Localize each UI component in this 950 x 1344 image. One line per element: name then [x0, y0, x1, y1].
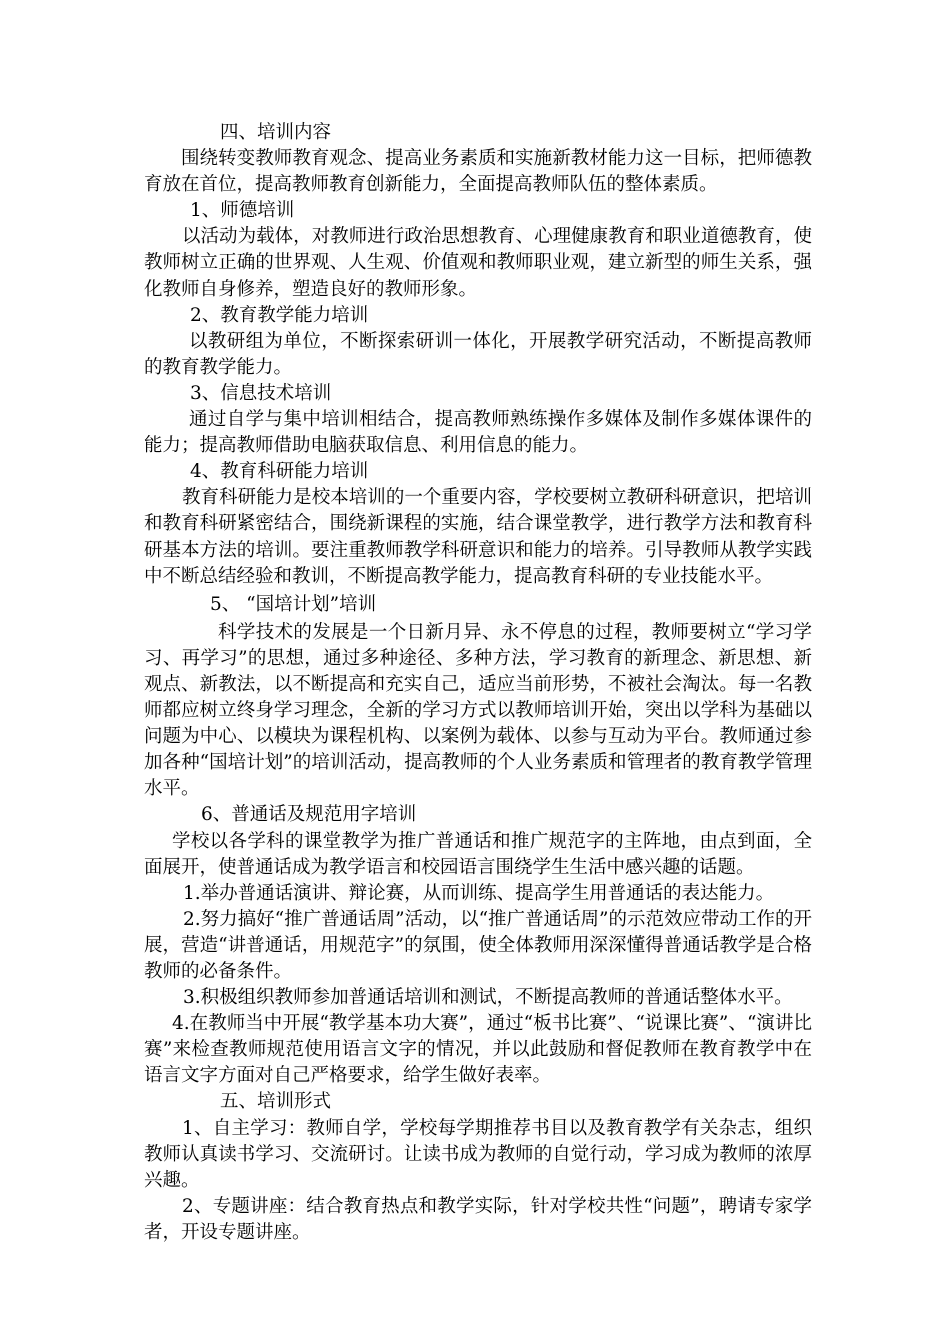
- subheading-it-training: 3、信息技术培训: [190, 382, 332, 404]
- paragraph-it-training: 通过自学与集中培训相结合，提高教师熟练操作多媒体及制作多媒体课件的能力；提高教师借助电脑获取信息、利用信息的能力。: [144, 409, 812, 457]
- paragraph-ethics-training: 以活动为载体，对教师进行政治思想教育、心理健康教育和职业道德教育，使教师树立正确的世界观、人生观、价值观和教师职业观，建立新型的师生关系，强化教师自身修养，塑造良好的教师形象。: [144, 226, 812, 300]
- list-item-mandarin-3: 3.积极组织教师参加普通话培训和测试，不断提高教师的普通话整体水平。: [183, 987, 793, 1009]
- paragraph-teaching-ability-training: 以教研组为单位，不断探索研训一体化，开展教学研究活动，不断提高教师的教育教学能力。: [144, 330, 812, 378]
- subheading-teaching-ability-training: 2、教育教学能力培训: [190, 304, 369, 326]
- section-heading-training-content: 四、培训内容: [220, 122, 332, 143]
- subheading-research-training: 4、教育科研能力培训: [190, 461, 369, 483]
- section-heading-training-forms: 五、培训形式: [220, 1091, 332, 1113]
- subheading-national-training-plan: 5、 “国培计划”培训: [210, 593, 377, 615]
- paragraph-national-training-plan: 科学技术的发展是一个日新月异、永不停息的过程，教师要树立“学习学习、再学习”的思想，通过多种途径、多种方法，学习教育的新理念、新思想、新观点、新教法，以不断提高和充实自己，适应当前形势，不被社会淘汰。每一名教师都应树立终身学习理念，全新的学习方式以教师培训开始，突出以学科为基础以问题为中心、以模块为课程机构、以案例为载体、以参与互动为平台。教师通过参加各种“国培计划”的培训活动，提高教师的个人业务素质和管理者的教育教学管理水平。: [144, 621, 812, 800]
- section-intro-paragraph: 围绕转变教师教育观念、提高业务素质和实施新教材能力这一目标，把师德教育放在首位，提高教师教育创新能力，全面提高教师队伍的整体素质。: [144, 148, 812, 196]
- list-item-mandarin-4: 4.在教师当中开展“教学基本功大赛”，通过“板书比赛”、“说课比赛”、“演讲比赛”来检查教师规范使用语言文字的情况，并以此鼓励和督促教师在教育教学中在语言文字方面对自己严格要求，给学生做好表率。: [144, 1013, 812, 1087]
- subheading-mandarin-training: 6、普通话及规范用字培训: [201, 804, 417, 826]
- document-body: [144, 120, 812, 1246]
- paragraph-self-study: 1、自主学习：教师自学，学校每学期推荐书目以及教育教学有关杂志，组织教师认真读书学习、交流研讨。让读书成为教师的自觉行动，学习成为教师的浓厚兴趣。: [144, 1117, 812, 1191]
- list-item-mandarin-1: 1.举办普通话演讲、辩论赛，从而训练、提高学生用普通话的表达能力。: [183, 882, 775, 904]
- paragraph-research-training: 教育科研能力是校本培训的一个重要内容，学校要树立教研科研意识，把培训和教育科研紧密结合，围绕新课程的实施，结合课堂教学，进行教学方法和教育科研基本方法的培训。要注重教师教学科研意识和能力的培养。引导教师从教学实践中不断总结经验和教训，不断提高教学能力，提高教育科研的专业技能水平。: [144, 487, 812, 587]
- list-item-mandarin-2: 2.努力搞好“推广普通话周”活动，以“推广普通话周”的示范效应带动工作的开展，营造“讲普通话，用规范字”的氛围，使全体教师用深深懂得普通话教学是合格教师的必备条件。: [144, 908, 812, 982]
- subheading-ethics-training: 1、师德培训: [190, 200, 295, 222]
- paragraph-mandarin-training: 学校以各学科的课堂教学为推广普通话和推广规范字的主阵地，由点到面，全面展开，使普通话成为教学语言和校园语言围绕学生生活中感兴趣的话题。: [144, 830, 812, 878]
- paragraph-lectures: 2、专题讲座：结合教育热点和教学实际，针对学校共性“问题”，聘请专家学者，开设专题讲座。: [144, 1195, 812, 1243]
